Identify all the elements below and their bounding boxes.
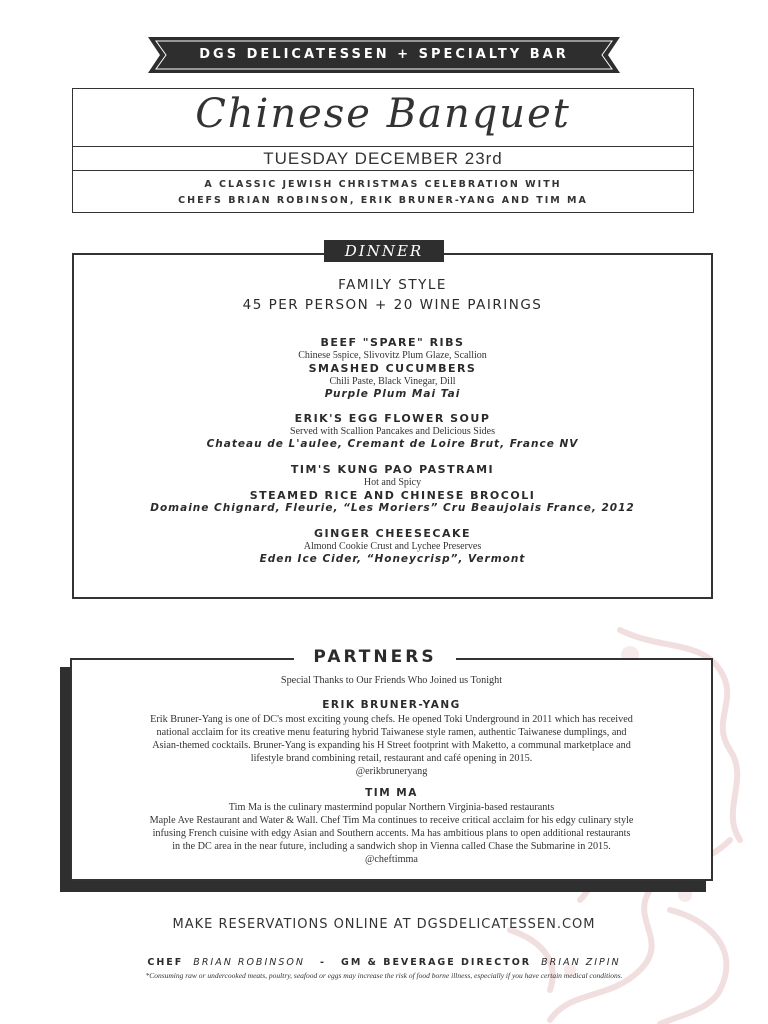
partner-bio-line: infusing French cuisine with edgy Asian and Southern accents. Ma has ambitious plans to open additional restaurants — [152, 828, 631, 839]
partner-bio-line: Tim Ma is the culinary mastermind popular Northern Virginia-based restaurants — [228, 802, 555, 813]
partner-bio-line: Maple Ave Restaurant and Water & Wall. Chef Tim Ma continues to receive critical acclaim for his edgy culinary style — [149, 815, 634, 826]
course-description: Hot and Spicy — [363, 477, 422, 488]
subtitle-line: CHEFS BRIAN ROBINSON, ERIK BRUNER-YANG AND TIM MA — [178, 195, 588, 206]
course-name: TIM'S KUNG PAO PASTRAMI — [290, 463, 495, 476]
wine-pairing: Chateau de L'aulee, Cremant de Loire Brut, France NV — [206, 438, 579, 450]
course-description: Almond Cookie Crust and Lychee Preserves — [303, 541, 482, 552]
banner-text: DGS DELICATESSEN + SPECIALTY BAR — [199, 47, 569, 62]
partner-handle: @cheftimma — [365, 854, 418, 865]
header-banner — [148, 37, 620, 73]
wine-pairing: Domaine Chignard, Fleurie, “Les Moriers” Cru Beaujolais France, 2012 — [150, 502, 635, 514]
partner-bio-line: Erik Bruner-Yang is one of DC's most exciting young chefs. He opened Toki Underground in 2011 which has received — [150, 714, 633, 725]
gm-name: BRIAN ZIPIN — [541, 957, 621, 968]
partner-bio-line: lifestyle brand combining retail, restaurant and café opening in 2015. — [250, 753, 533, 764]
event-date: TUESDAY DECEMBER 23rd — [73, 146, 693, 171]
course-description: Chinese 5spice, Slivovitz Plum Glaze, Scallion — [298, 350, 487, 361]
food-safety-disclaimer: *Consuming raw or undercooked meats, poultry, seafood or eggs may increase the risk of food borne illness, especially if you have certain medical conditions. — [145, 971, 623, 980]
wine-pairing: Eden Ice Cider, “Honeycrisp”, Vermont — [259, 553, 526, 565]
course-name: ERIK'S EGG FLOWER SOUP — [294, 412, 491, 425]
course-name: SMASHED CUCUMBERS — [308, 362, 477, 375]
event-subtitle — [73, 177, 693, 209]
course-name: STEAMED RICE AND CHINESE BROCOLI — [249, 489, 536, 502]
title-box — [72, 88, 694, 213]
course-description: Chili Paste, Black Vinegar, Dill — [329, 376, 456, 387]
course-name: GINGER CHEESECAKE — [313, 527, 472, 540]
partner-name: TIM MA — [365, 787, 418, 799]
chef-name: BRIAN ROBINSON — [193, 957, 305, 968]
reservations-link[interactable]: MAKE RESERVATIONS ONLINE AT DGSDELICATESSEN.COM — [172, 917, 596, 932]
partner-bio-line: national acclaim for its creative menu featuring hybrid Taiwanese style ramen, authentic Taiwanese dumplings, and — [156, 727, 627, 738]
chef-label: CHEF — [147, 957, 184, 968]
price-line: 45 PER PERSON + 20 WINE PAIRINGS — [242, 297, 543, 313]
course-name: BEEF "SPARE" RIBS — [320, 336, 465, 349]
partner-name: ERIK BRUNER-YANG — [322, 699, 461, 711]
partner-bio-line: Asian-themed cocktails. Bruner-Yang is expanding his H Street footprint with Maketto, a communal marketplace and — [152, 740, 631, 751]
subtitle-line: A CLASSIC JEWISH CHRISTMAS CELEBRATION WITH — [204, 179, 562, 190]
partner-handle: @erikbruneryang — [355, 766, 428, 777]
partner-bio-line: in the DC area in the near future, including a sandwich shop in Vienna called Chase the Submarine in 2015. — [172, 841, 611, 852]
credits-separator: - — [320, 957, 326, 968]
wine-pairing: Purple Plum Mai Tai — [324, 388, 461, 400]
staff-credits — [0, 957, 768, 968]
dinner-label: DINNER — [324, 240, 444, 262]
course-description: Served with Scallion Pancakes and Delicious Sides — [290, 426, 495, 437]
partners-label: PARTNERS — [294, 645, 456, 669]
page-title: Chinese Banquet — [195, 91, 571, 137]
partners-thanks: Special Thanks to Our Friends Who Joined us Tonight — [280, 675, 503, 686]
gm-label: GM & BEVERAGE DIRECTOR — [341, 957, 532, 968]
service-style: FAMILY STYLE — [338, 277, 447, 293]
